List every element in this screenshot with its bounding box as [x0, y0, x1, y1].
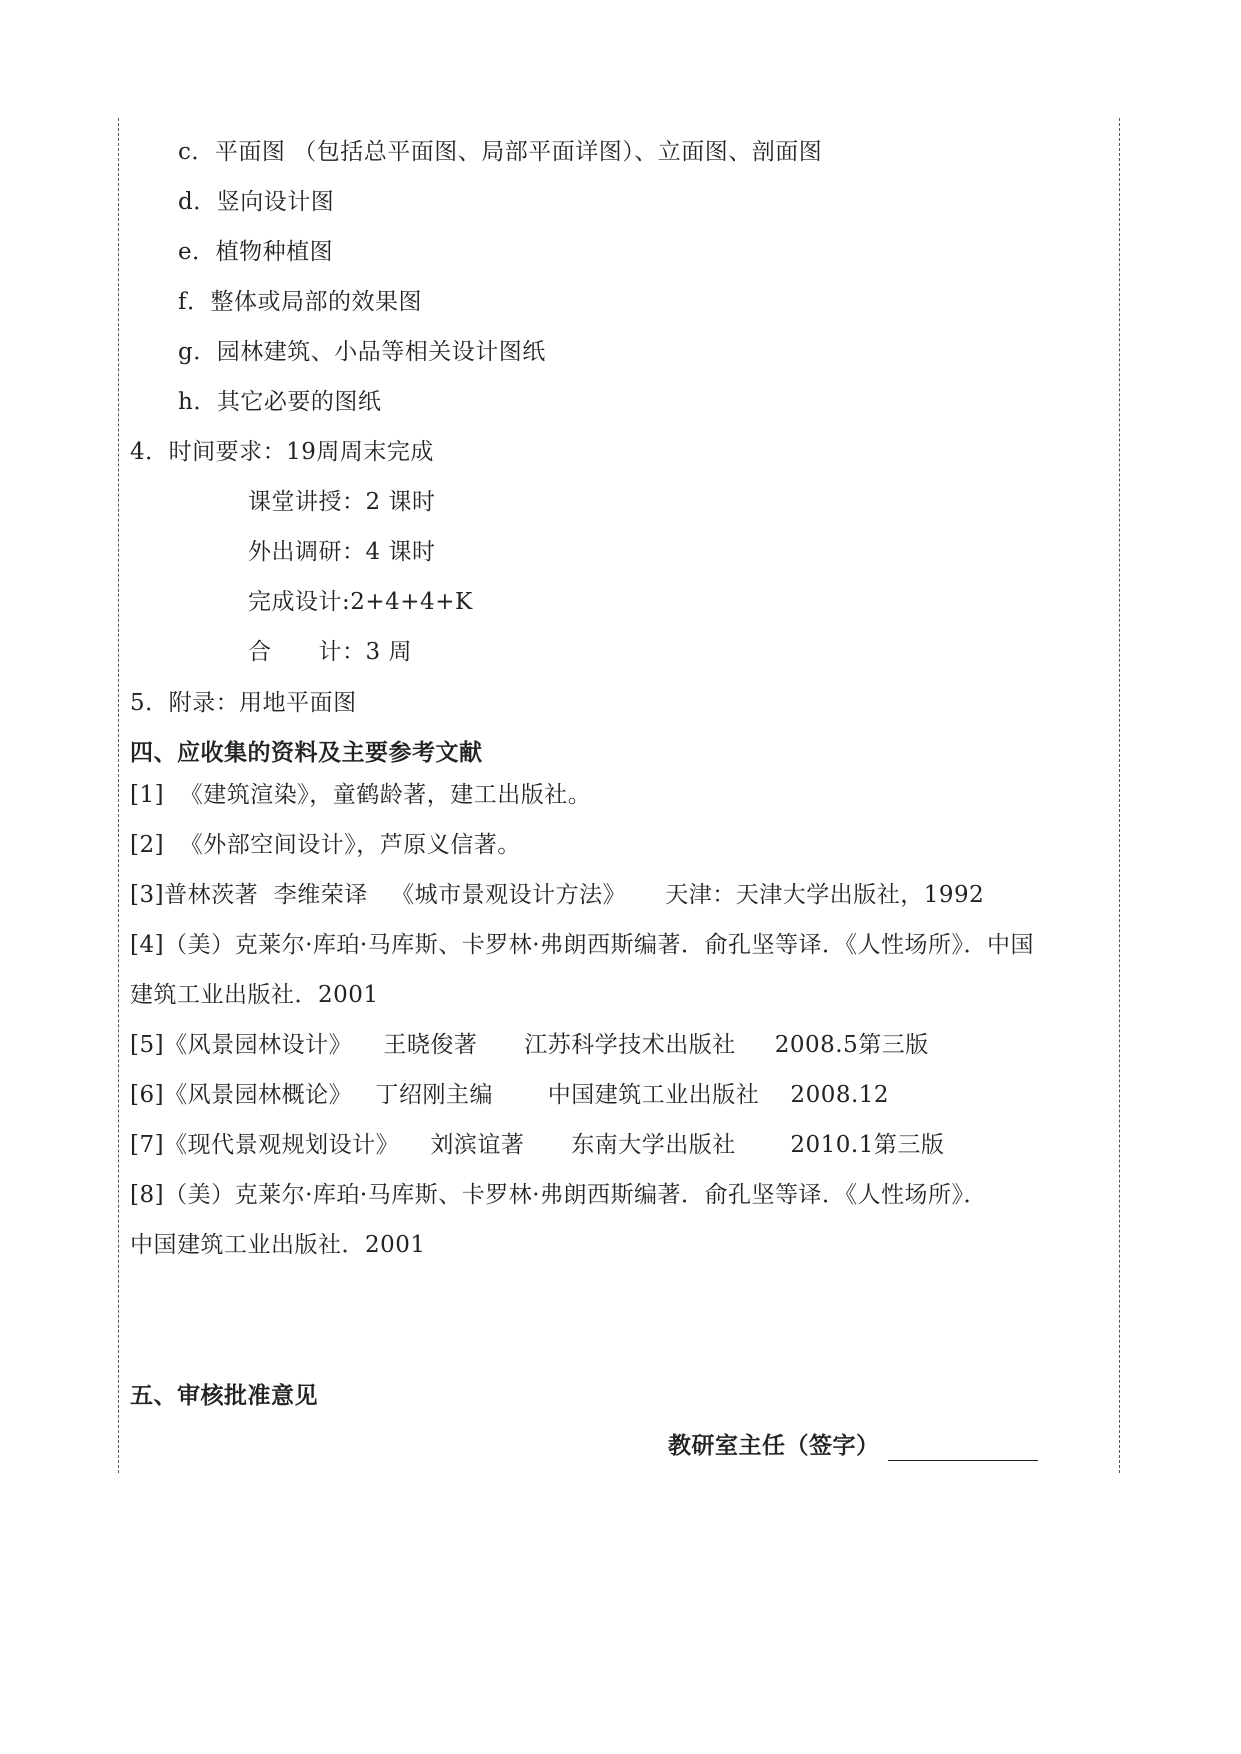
signature-label: 教研室主任（签字）	[668, 1433, 880, 1459]
approval-heading: 五、审核批准意见	[130, 1383, 318, 1409]
time-item-lecture: 课堂讲授：2 课时	[248, 489, 436, 515]
reference-item: [3]普林茨著 李维荣译 《城市景观设计方法》 天津：天津大学出版社，1992	[130, 882, 985, 908]
drawing-item-g: g．园林建筑、小品等相关设计图纸	[178, 339, 546, 365]
reference-item-continued: 建筑工业出版社．2001	[130, 982, 379, 1008]
appendix: 5．附录：用地平面图	[130, 690, 357, 716]
reference-item: [5]《风景园林设计》 王晓俊著 江苏科学技术出版社 2008.5第三版	[130, 1032, 929, 1058]
reference-item-continued: 中国建筑工业出版社．2001	[130, 1232, 426, 1258]
reference-item: [7]《现代景观规划设计》 刘滨谊著 东南大学出版社 2010.1第三版	[130, 1132, 945, 1158]
time-item-survey: 外出调研：4 课时	[248, 539, 436, 565]
reference-item: [1] 《建筑渲染》，童鹤龄著，建工出版社。	[130, 782, 592, 808]
reference-item: [6]《风景园林概论》 丁绍刚主编 中国建筑工业出版社 2008.12	[130, 1082, 890, 1108]
signature-line	[668, 1431, 1038, 1461]
time-item-design: 完成设计:2+4+4+K	[248, 589, 473, 615]
time-heading: 4．时间要求：19周周末完成	[130, 439, 434, 465]
time-item-total: 合 计：3 周	[248, 639, 412, 665]
references-heading: 四、应收集的资料及主要参考文献	[130, 740, 483, 766]
reference-item: [4]（美）克莱尔·库珀·马库斯、卡罗林·弗朗西斯编著．俞孔坚等译．《人性场所》．中国	[130, 932, 1035, 958]
signature-blank[interactable]	[888, 1434, 1038, 1461]
drawing-item-c: c．平面图 （包括总平面图、局部平面详图）、立面图、剖面图	[178, 139, 823, 165]
drawing-item-e: e．植物种植图	[178, 239, 334, 265]
drawing-item-f: f．整体或局部的效果图	[178, 289, 423, 315]
drawing-item-d: d．竖向设计图	[178, 189, 335, 215]
drawing-item-h: h．其它必要的图纸	[178, 389, 382, 415]
reference-item: [8]（美）克莱尔·库珀·马库斯、卡罗林·弗朗西斯编著．俞孔坚等译．《人性场所》．	[130, 1182, 988, 1208]
reference-item: [2] 《外部空间设计》，芦原义信著。	[130, 832, 521, 858]
